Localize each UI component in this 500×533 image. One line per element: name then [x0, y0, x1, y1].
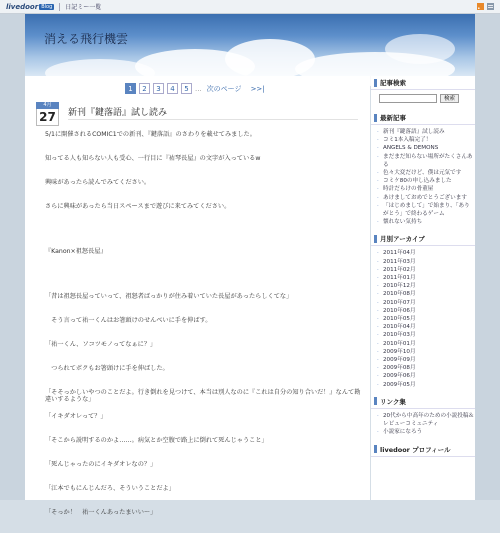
archive-month-link[interactable]: · 2010年06月: [377, 307, 475, 315]
links-list: [371, 409, 475, 439]
profile-heading: livedoor プロフィール: [371, 443, 475, 457]
search-section: [371, 76, 475, 107]
post-date: [36, 102, 59, 126]
archive-month-link[interactable]: · 2009年09月: [377, 356, 475, 364]
page-3-button[interactable]: 3: [153, 83, 164, 94]
diary-list-link[interactable]: 日記ミー一覧: [65, 4, 102, 11]
post-paragraph: 「江本でもにんじんだろ、そういうことだよ」: [45, 485, 175, 492]
recent-posts-section: [371, 111, 475, 228]
recent-posts-heading: 最新記事: [371, 111, 475, 125]
rss-icon[interactable]: [477, 3, 484, 10]
archive-month-link[interactable]: · 2010年07月: [377, 299, 475, 307]
search-heading: 記事検索: [371, 76, 475, 90]
toolbar-divider: [59, 3, 60, 11]
blog-title[interactable]: 消える飛行機雲: [44, 32, 129, 46]
recent-post-link[interactable]: · 新刊『鍵落語』試し読み: [377, 128, 475, 136]
archive-month-link[interactable]: · 2011年04月: [377, 249, 475, 257]
archive-list: [371, 246, 475, 390]
page-5-button[interactable]: 5: [181, 83, 192, 94]
archive-heading: 月別アーカイブ: [371, 232, 475, 246]
archive-month-link[interactable]: · 2010年01月: [377, 340, 475, 348]
page-4-button[interactable]: 4: [167, 83, 178, 94]
post-paragraph: 「祐一くん、ソコツモノってなぁに？」: [45, 341, 157, 348]
post-paragraph: 「死んじゃったのにイキダオレなの？」: [45, 461, 157, 468]
post-paragraph: そう言って祐一くんはお箸頭けのせんべいに手を伸ばす。: [45, 317, 212, 324]
archive-month-link[interactable]: · 2010年08月: [377, 290, 475, 298]
archive-month-link[interactable]: · 2009年06月: [377, 372, 475, 380]
external-link[interactable]: · 20代から中高年のための小説投稿＆レビューコミュニティ: [377, 412, 475, 428]
post-title[interactable]: 新刊『鍵落語』試し読み: [68, 108, 168, 118]
archive-month-link[interactable]: · 2009年10月: [377, 348, 475, 356]
archive-month-link[interactable]: · 2009年08月: [377, 364, 475, 372]
post-day: 27: [36, 109, 59, 126]
pagination: [125, 83, 265, 94]
post-paragraph: 興味があったら読んでみてください。: [45, 179, 151, 186]
page-margin-right: [475, 0, 500, 500]
livedoor-logo[interactable]: livedoor: [6, 2, 39, 11]
recent-post-link[interactable]: · まだまだ知らない場所がたくさんある: [377, 153, 475, 169]
archive-month-link[interactable]: · 2010年04月: [377, 323, 475, 331]
post-paragraph: 「イキダオレって？」: [45, 413, 107, 420]
post-body: [45, 131, 365, 533]
archive-month-link[interactable]: · 2010年03月: [377, 331, 475, 339]
post-paragraph: 「昔は祖怒長屋っていって、祖怒者ばっかりが住み着いていた長屋があったらしくてな」: [45, 293, 293, 300]
toolbar-icons: [477, 3, 494, 10]
archive-month-link[interactable]: · 2009年05月: [377, 381, 475, 389]
recent-post-link[interactable]: · ANGELS & DEMONS: [377, 144, 475, 152]
livedoor-toolbar: [0, 0, 500, 14]
recent-posts-list: [371, 125, 475, 228]
pagination-ellipsis: ...: [195, 84, 202, 93]
post-paragraph: 5/1に開催されるCOMIC1での新刊、『鍵落語』のさわりを載せてみました。: [45, 131, 256, 138]
archive-section: [371, 232, 475, 390]
post-paragraph: 「そこから説明するのかよ……。病気とか空腹で路上に倒れて死んじゃうこと」: [45, 437, 268, 444]
archive-month-link[interactable]: · 2011年02月: [377, 266, 475, 274]
menu-icon[interactable]: [487, 3, 494, 10]
archive-month-link[interactable]: · 2011年03月: [377, 258, 475, 266]
recent-post-link[interactable]: · あけましておめでとうございます: [377, 194, 475, 202]
sidebar: [371, 76, 475, 500]
post-month: 4月: [36, 102, 59, 109]
page-1-button[interactable]: 1: [125, 83, 136, 94]
links-heading: リンク集: [371, 395, 475, 409]
profile-section: [371, 443, 475, 457]
post-paragraph: つられてボクもお箸頭けに手を伸ばした。: [45, 365, 169, 372]
search-input[interactable]: [379, 94, 437, 103]
recent-post-link[interactable]: · コミ1本入稿完了！: [377, 136, 475, 144]
recent-post-link[interactable]: · コミケ80の申し込みました: [377, 177, 475, 185]
archive-month-link[interactable]: · 2011年01月: [377, 274, 475, 282]
post-paragraph: 「そそっかしいやつのことだよ。行き倒れを見つけて、本当は別人なのに『これは自分の知り合いだ！』なんて勘違いするような」: [45, 389, 361, 403]
blog-badge: Blog: [41, 3, 53, 10]
recent-post-link[interactable]: · 色々大変だけど、僕は元気です: [377, 169, 475, 177]
last-page-link[interactable]: >>|: [250, 84, 265, 93]
external-link[interactable]: · 小説家になろう: [377, 428, 475, 436]
post-paragraph: 「そっか！ 祐一くんあったまいい～」: [45, 509, 157, 516]
recent-post-link[interactable]: · 懐れない気持ち: [377, 218, 475, 226]
blog-header: [25, 14, 475, 76]
links-section: [371, 395, 475, 439]
search-button[interactable]: 検索: [440, 94, 459, 103]
archive-month-link[interactable]: · 2010年05月: [377, 315, 475, 323]
page-2-button[interactable]: 2: [139, 83, 150, 94]
post-title-divider: [68, 119, 358, 120]
page-margin-left: [0, 0, 25, 500]
next-page-link[interactable]: 次のページ: [206, 84, 242, 93]
recent-post-link[interactable]: · 時計だらけの骨董屋: [377, 185, 475, 193]
post-paragraph: さらに興味があったら当日スペースまで遊びに来てみてください。: [45, 203, 231, 210]
main-content: [25, 76, 370, 516]
post-paragraph: 知ってる人も知らない人も受心、一行目に『祐琴長屋』の文字が入っているw: [45, 155, 261, 162]
archive-month-link[interactable]: · 2010年12月: [377, 282, 475, 290]
recent-post-link[interactable]: · 「はじめまして」で始まり、「ありがとう」で終わるゲーム: [377, 202, 475, 218]
post-paragraph: 『Kanon×祖怒長屋』: [45, 248, 107, 255]
